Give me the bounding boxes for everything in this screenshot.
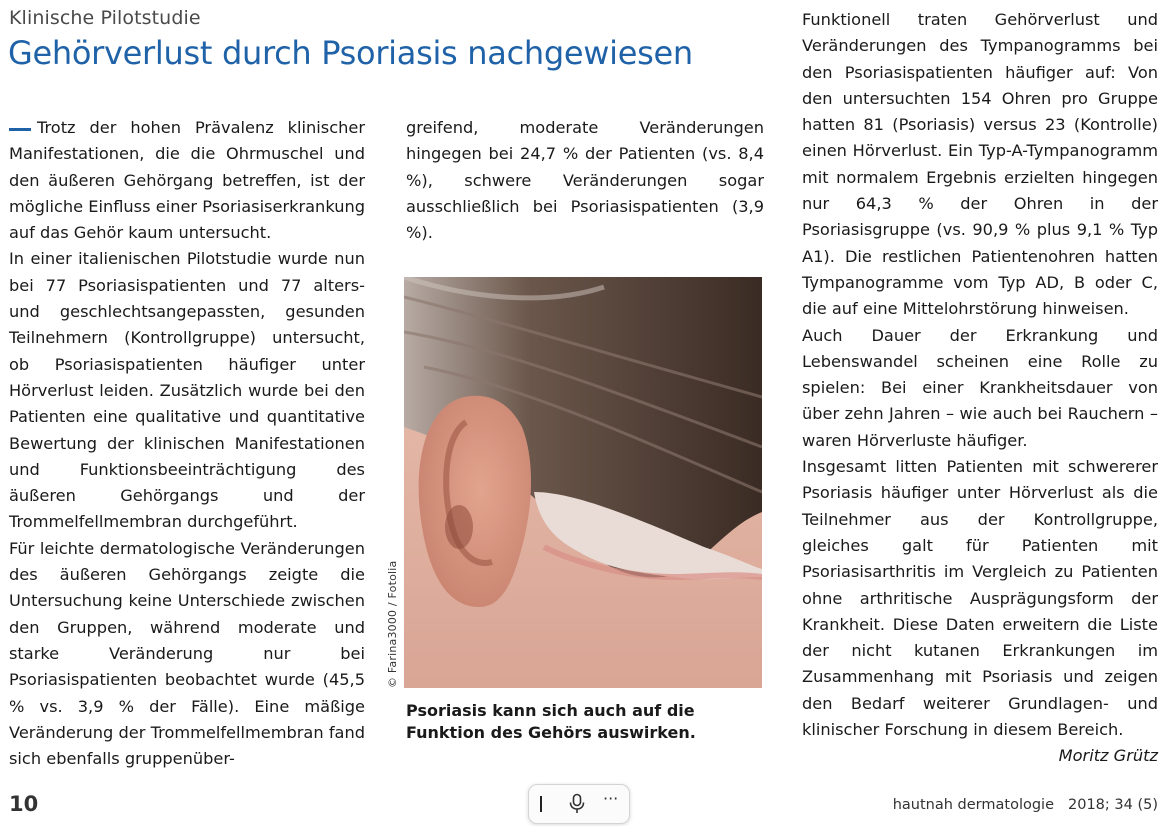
floating-toolbar (528, 784, 630, 824)
kicker: Klinische Pilotstudie (9, 7, 201, 29)
figure-caption: Psoriasis kann sich auch auf die Funktion des Gehörs auswirken. (406, 701, 696, 742)
footer-journal-info (893, 797, 1158, 813)
microphone-icon[interactable] (567, 793, 587, 815)
paragraph: greifend, moderate Veränderungen hingegen bei 24,7 % der Patienten (vs. 8,4 %), schwere Veränderungen sogar ausschließlich bei Psoriasispatienten (3,9 %). (406, 118, 764, 243)
paragraph-text: Trotz der hohen Prävalenz klinischer Manifestationen, die die Ohrmuschel und den äußeren Gehörgang betreffen, ist der mögliche Einfluss einer Psoriasiserkrankung auf das Gehör kaum untersucht. (9, 118, 365, 243)
journal-issue: 2018; 34 (5) (1068, 797, 1158, 813)
paragraph (9, 115, 365, 246)
paragraph: In einer italienischen Pilotstudie wurde nun bei 77 Psoriasispatienten und 77 alters- und geschlechtsangepassten, gesunden Teilnehmern (Kontrollgruppe) untersucht, ob Psoriasispatienten häufiger unter Hörverlust leiden. Zusätzlich wurde bei den Patienten eine qualitative und quantitative Bewertung der klinischen Manifestationen und Funktionsbeeinträchtigung des äußeren Gehörgangs und der Trommelfellmembran durchgeführt. (9, 249, 365, 532)
author: Moritz Grütz (1058, 746, 1158, 766)
accent-dash (9, 128, 31, 131)
photo-credit: © Farina3000 / Fotolia (386, 560, 399, 688)
column-2 (406, 115, 764, 246)
more-icon[interactable]: ··· (603, 789, 619, 808)
paragraph-text: Insgesamt litten Patienten mit schwererer Psoriasis häufiger unter Hörverlust als die Teilnehmer aus der Kontrollgruppe, gleiches galt für Patienten mit Psoriasisarthritis im Vergleich zu Patienten ohne arthritische Ausprägungsform der Krankheit. Diese Daten erweitern die Liste der nicht kutanen Erkrankungen im Zusammenhang mit Psoriasis und zeigen den Bedarf weiterer Grundlagen- und klinischer Forschung in diesem Bereich. (802, 457, 1158, 740)
paragraph: Auch Dauer der Erkrankung und Lebenswandel scheinen eine Rolle zu spielen: Bei einer Krankheitsdauer von über zehn Jahren – wie auch bei Rauchern – waren Hörverluste häufiger. (802, 325, 1158, 450)
column-3 (802, 7, 1158, 770)
article-title: Gehörverlust durch Psoriasis nachgewiesen (8, 34, 693, 72)
text-cursor-icon[interactable] (540, 796, 542, 812)
page-number: 10 (9, 792, 39, 816)
column-1 (9, 115, 365, 772)
psoriasis-ear-photo (404, 277, 762, 688)
paragraph: Für leichte dermatologische Veränderungen des äußeren Gehörgangs zeigte die Untersuchung keine Unterschiede zwischen den Gruppen, während moderate und starke Veränderung nur bei Psoriasispatienten beobachtet wurde (45,5 % vs. 3,9 % der Fälle). Eine mäßige Veränderung der Trommelfellmembran fand sich ebenfalls gruppenüber- (9, 538, 365, 769)
paragraph: Funktionell traten Gehörverlust und Veränderungen des Tympanogramms bei den Psoriasispatienten häufiger auf: Von den untersuchten 154 Ohren pro Gruppe hatten 81 (Psoriasis) versus 23 (Kontrolle) einen Hörverlust. Ein Typ-A-Tympanogramm mit normalem Ergebnis erzielten hingegen nur 64,3 % der Ohren in der Psoriasisgruppe (vs. 90,9 % plus 9,1 % Typ A1). Die restlichen Patientenohren hatten Tympanogramme vom Typ AD, B oder C, die auf eine Mittelohrstörung hinweisen. (802, 10, 1158, 319)
journal-name: hautnah dermatologie (892, 797, 1054, 813)
paragraph (802, 454, 1158, 766)
